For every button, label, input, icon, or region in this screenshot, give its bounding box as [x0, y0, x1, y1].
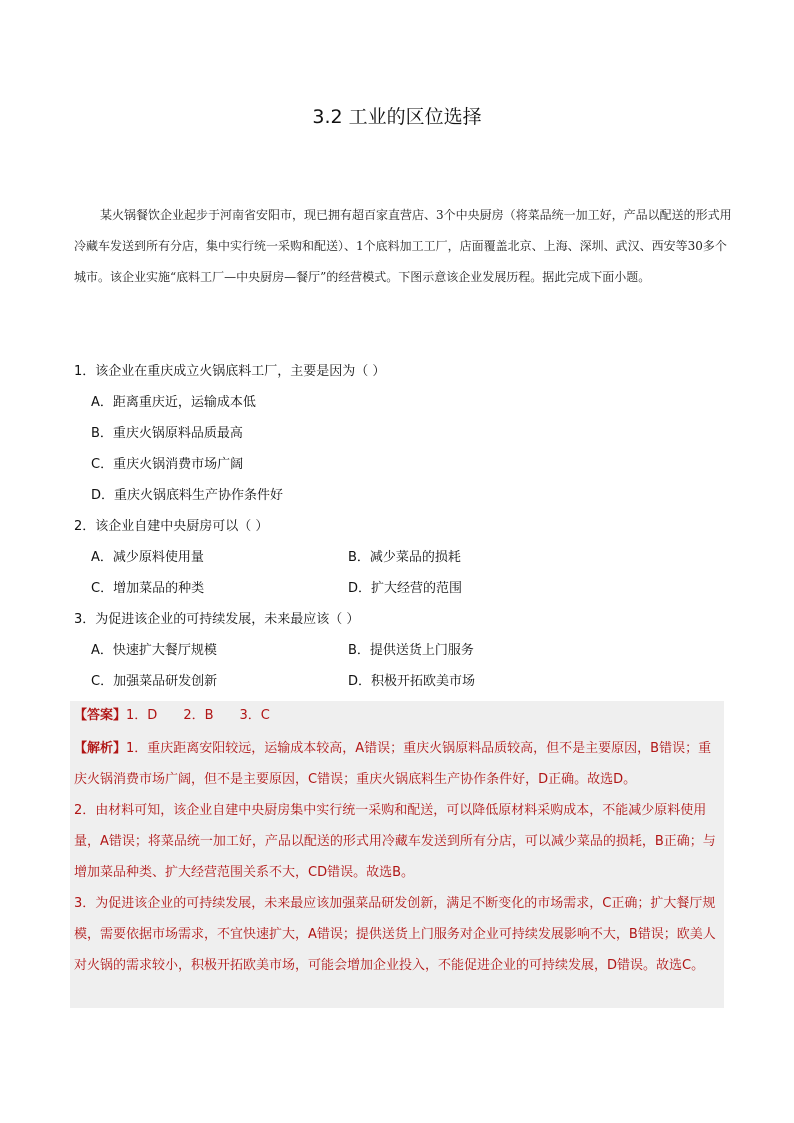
question-1 [74, 356, 734, 511]
option-d: D．积极开拓欧美市场 [348, 674, 476, 689]
answer-item: 2．B [183, 708, 214, 723]
option-d: D．扩大经营的范围 [348, 581, 463, 596]
explanation-text: 1．重庆距离安阳较远，运输成本较高，A错误；重庆火锅原料品质较高，但不是主要原因，B错误；重庆火锅消费市场广阔，但不是主要原因，C错误；重庆火锅底料生产协作条件好，D正确。故选D。 [74, 741, 712, 787]
option-b: B．减少菜品的损耗 [348, 550, 461, 565]
option-c: C．增加菜品的种类 [91, 581, 205, 596]
answer-item: 1．D [126, 708, 158, 723]
option-b: B．提供送货上门服务 [348, 643, 474, 658]
question-stem: 3．为促进该企业的可持续发展，未来最应该（ ） [74, 612, 360, 627]
option-a: A．快速扩大餐厅规模 [91, 643, 217, 658]
option-c: C．加强菜品研发创新 [91, 674, 218, 689]
answer-key [74, 703, 724, 729]
explanation-paragraph-3: 3．为促进该企业的可持续发展，未来最应该加强菜品研发创新，满足不断变化的市场需求，C正确；扩大餐厅规模，需要依据市场需求，不宜快速扩大，A错误；提供送货上门服务对企业可持续发展影响不大，B错误；欧美人对火锅的需求较小，积极开拓欧美市场，可能会增加企业投入，不能促进企业的可持续发展，D错误。故选C。 [74, 896, 716, 973]
explanation-paragraph-2: 2．由材料可知，该企业自建中央厨房集中实行统一采购和配送，可以降低原材料采购成本，不能减少原料使用量，A错误；将菜品统一加工好，产品以配送的形式用冷藏车发送到所有分店，可以减少菜品的损耗，B正确；与增加菜品种类、扩大经营范围关系不大，CD错误。故选B。 [74, 803, 716, 880]
question-list [74, 356, 734, 697]
option-b: B．重庆火锅原料品质最高 [91, 426, 243, 441]
option-row [74, 635, 734, 666]
reading-passage: 某火锅餐饮企业起步于河南省安阳市，现已拥有超百家直营店、3个中央厨房（将菜品统一加工好，产品以配送的形式用冷藏车发送到所有分店，集中实行统一采购和配送）、1个底料加工工厂，店面覆盖北京、上海、深圳、武汉、西安等30多个城市。该企业实施“底料工厂—中央厨房—餐厅”的经营模式。下图示意该企业发展历程。据此完成下面小题。 [74, 208, 732, 284]
question-2 [74, 511, 734, 604]
option-c: C．重庆火锅消费市场广阔 [91, 457, 244, 472]
option-a: A．减少原料使用量 [91, 550, 204, 565]
option-row [74, 542, 734, 573]
option-a: A．距离重庆近，运输成本低 [91, 395, 256, 410]
question-3 [74, 604, 734, 697]
question-stem: 1．该企业在重庆成立火锅底料工厂，主要是因为（ ） [74, 364, 386, 379]
explanation [74, 733, 724, 981]
answer-label: 【答案】 [74, 708, 127, 723]
option-row [74, 573, 734, 604]
option-d: D．重庆火锅底料生产协作条件好 [91, 488, 284, 503]
option-row [74, 666, 734, 697]
answer-item: 3．C [239, 708, 270, 723]
explanation-label: 【解析】 [74, 741, 127, 756]
page-title: 3.2 工业的区位选择 [312, 106, 482, 128]
explanation-paragraph-1 [74, 733, 724, 795]
question-stem: 2．该企业自建中央厨房可以（ ） [74, 519, 269, 534]
